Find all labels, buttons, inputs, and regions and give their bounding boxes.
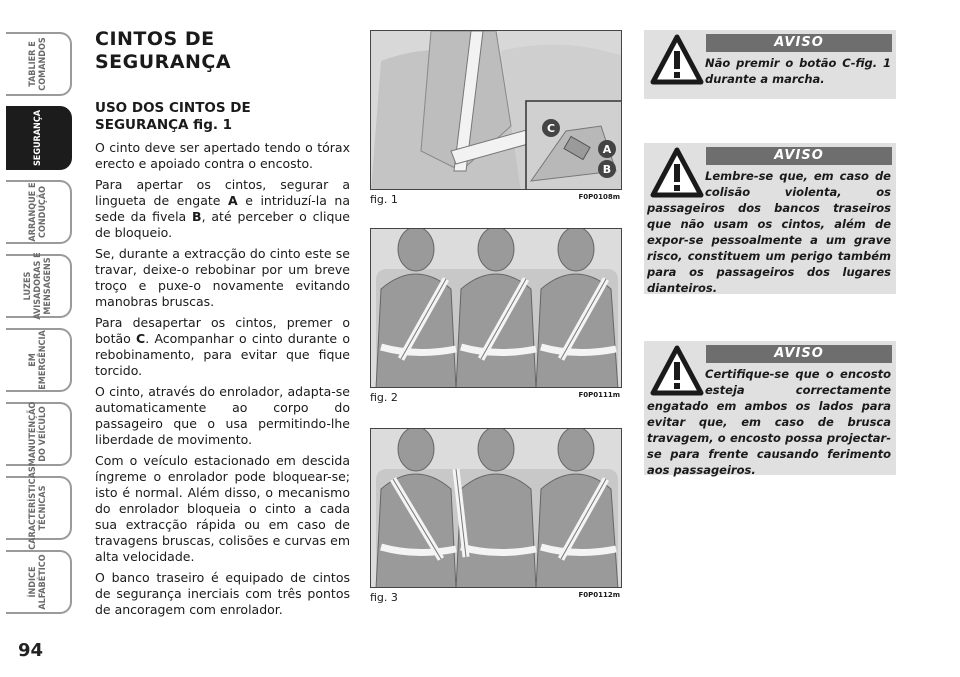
- figure-1-caption: fig. 1: [370, 193, 398, 206]
- svg-text:B: B: [602, 163, 612, 176]
- figure-3-caption: fig. 3: [370, 591, 398, 604]
- rear-seat-belts-alt-illustration: [371, 429, 622, 588]
- marker-c: [542, 119, 560, 137]
- main-text-column: [95, 28, 350, 623]
- warning-text: Certifique-se que o encosto esteja correctamente engatado em ambos os lados para evitar que, em caso de brusca travagem, o encosto possa projectar-se para frente causando ferimento aos passageiros.: [647, 367, 891, 477]
- page-title: CINTOS DE SEGURANÇA: [95, 28, 232, 73]
- warning-heading: AVISO: [706, 345, 892, 363]
- figure-2: [370, 228, 622, 408]
- figure-3: [370, 428, 622, 608]
- figure-2-illustration: [370, 228, 622, 388]
- paragraph-jam: Se, durante a extracção do cinto este se travar, deixe-o rebobinar por um breve troço e puxe-o novamente evitando manobras bruscas.: [95, 246, 350, 309]
- tab-manutencao-veiculo[interactable]: MANUTENÇÃO DO VEÍCULO: [6, 402, 72, 466]
- paragraph-fasten: Para apertar os cintos, segurar a lingueta de engate A e intriduzí-la na sede da fivela B, até perceber o clique de bloqueio.: [95, 177, 350, 240]
- tab-caracteristicas-tecnicas[interactable]: CARACTERÍSTICAS TÉCNICAS: [6, 476, 72, 540]
- marker-b: [598, 160, 616, 178]
- tab-arranque-conducao[interactable]: ARRANQUE E CONDUÇÃO: [6, 180, 72, 244]
- figure-2-code: F0P0111m: [578, 391, 620, 399]
- paragraph-locking: Com o veículo estacionado em descida íngreme o enrolador pode bloquear-se; isto é normal. Além disso, o mecanismo do enrolador bloqueia o cinto a cada sua extracção rápida ou em caso de travagens bruscas, colisões e curvas em alta velocidade.: [95, 453, 350, 564]
- figure-2-caption: fig. 2: [370, 391, 398, 404]
- paragraph-rear-seat: O banco traseiro é equipado de cintos de segurança inerciais com três pontos de ancoragem com enrolador.: [95, 570, 350, 617]
- warning-box-3: [644, 341, 896, 475]
- tab-tablier-comandos[interactable]: TABLIER E COMANDOS: [6, 32, 72, 96]
- svg-text:C: C: [546, 122, 556, 135]
- warning-text: Não premir o botão C-fig. 1 durante a marcha.: [705, 56, 891, 86]
- tab-seguranca[interactable]: SEGURANÇA: [6, 106, 72, 170]
- warning-box-2: [644, 143, 896, 294]
- warning-box-1: [644, 30, 896, 99]
- figure-3-illustration: [370, 428, 622, 588]
- tab-em-emergencia[interactable]: EM EMERGÊNCIA: [6, 328, 72, 392]
- paragraph-retractor: O cinto, através do enrolador, adapta-se automaticamente ao corpo do passageiro que o usa permitindo-lhe liberdade de movimento.: [95, 384, 350, 447]
- figure-1-illustration: [370, 30, 622, 190]
- page-number: 94: [18, 640, 44, 661]
- warning-heading: AVISO: [706, 34, 892, 52]
- paragraph-unfasten: Para desapertar os cintos, premer o botão C. Acompanhar o cinto durante o rebobinamento, para evitar que fique torcido.: [95, 315, 351, 378]
- rear-seat-belts-fastened-illustration: [371, 229, 622, 388]
- tab-indice-alfabetico[interactable]: ÍNDICE ALFABÉTICO: [6, 550, 72, 614]
- tab-luzes-avisadoras[interactable]: LUZES AVISADORAS E MENSAGENS: [6, 254, 72, 318]
- svg-text:A: A: [602, 143, 612, 156]
- figure-1-code: F0P0108m: [578, 193, 620, 201]
- seatbelt-buckle-illustration: [371, 31, 622, 190]
- figure-3-code: F0P0112m: [578, 591, 620, 599]
- warning-text: Lembre-se que, em caso de colisão violenta, os passageiros dos bancos traseiros que não usam os cintos, além de expor-se pessoalmente a um grave risco, constituem um perigo também para os passageiros dos lugares dianteiros.: [647, 169, 891, 295]
- warning-heading: AVISO: [706, 147, 892, 165]
- paragraph-posture: O cinto deve ser apertado tendo o tórax erecto e apoiado contra o encosto.: [95, 140, 350, 171]
- figure-1: [370, 30, 622, 210]
- section-subtitle: USO DOS CINTOS DE SEGURANÇA fig. 1: [95, 100, 251, 133]
- marker-a: [598, 140, 616, 158]
